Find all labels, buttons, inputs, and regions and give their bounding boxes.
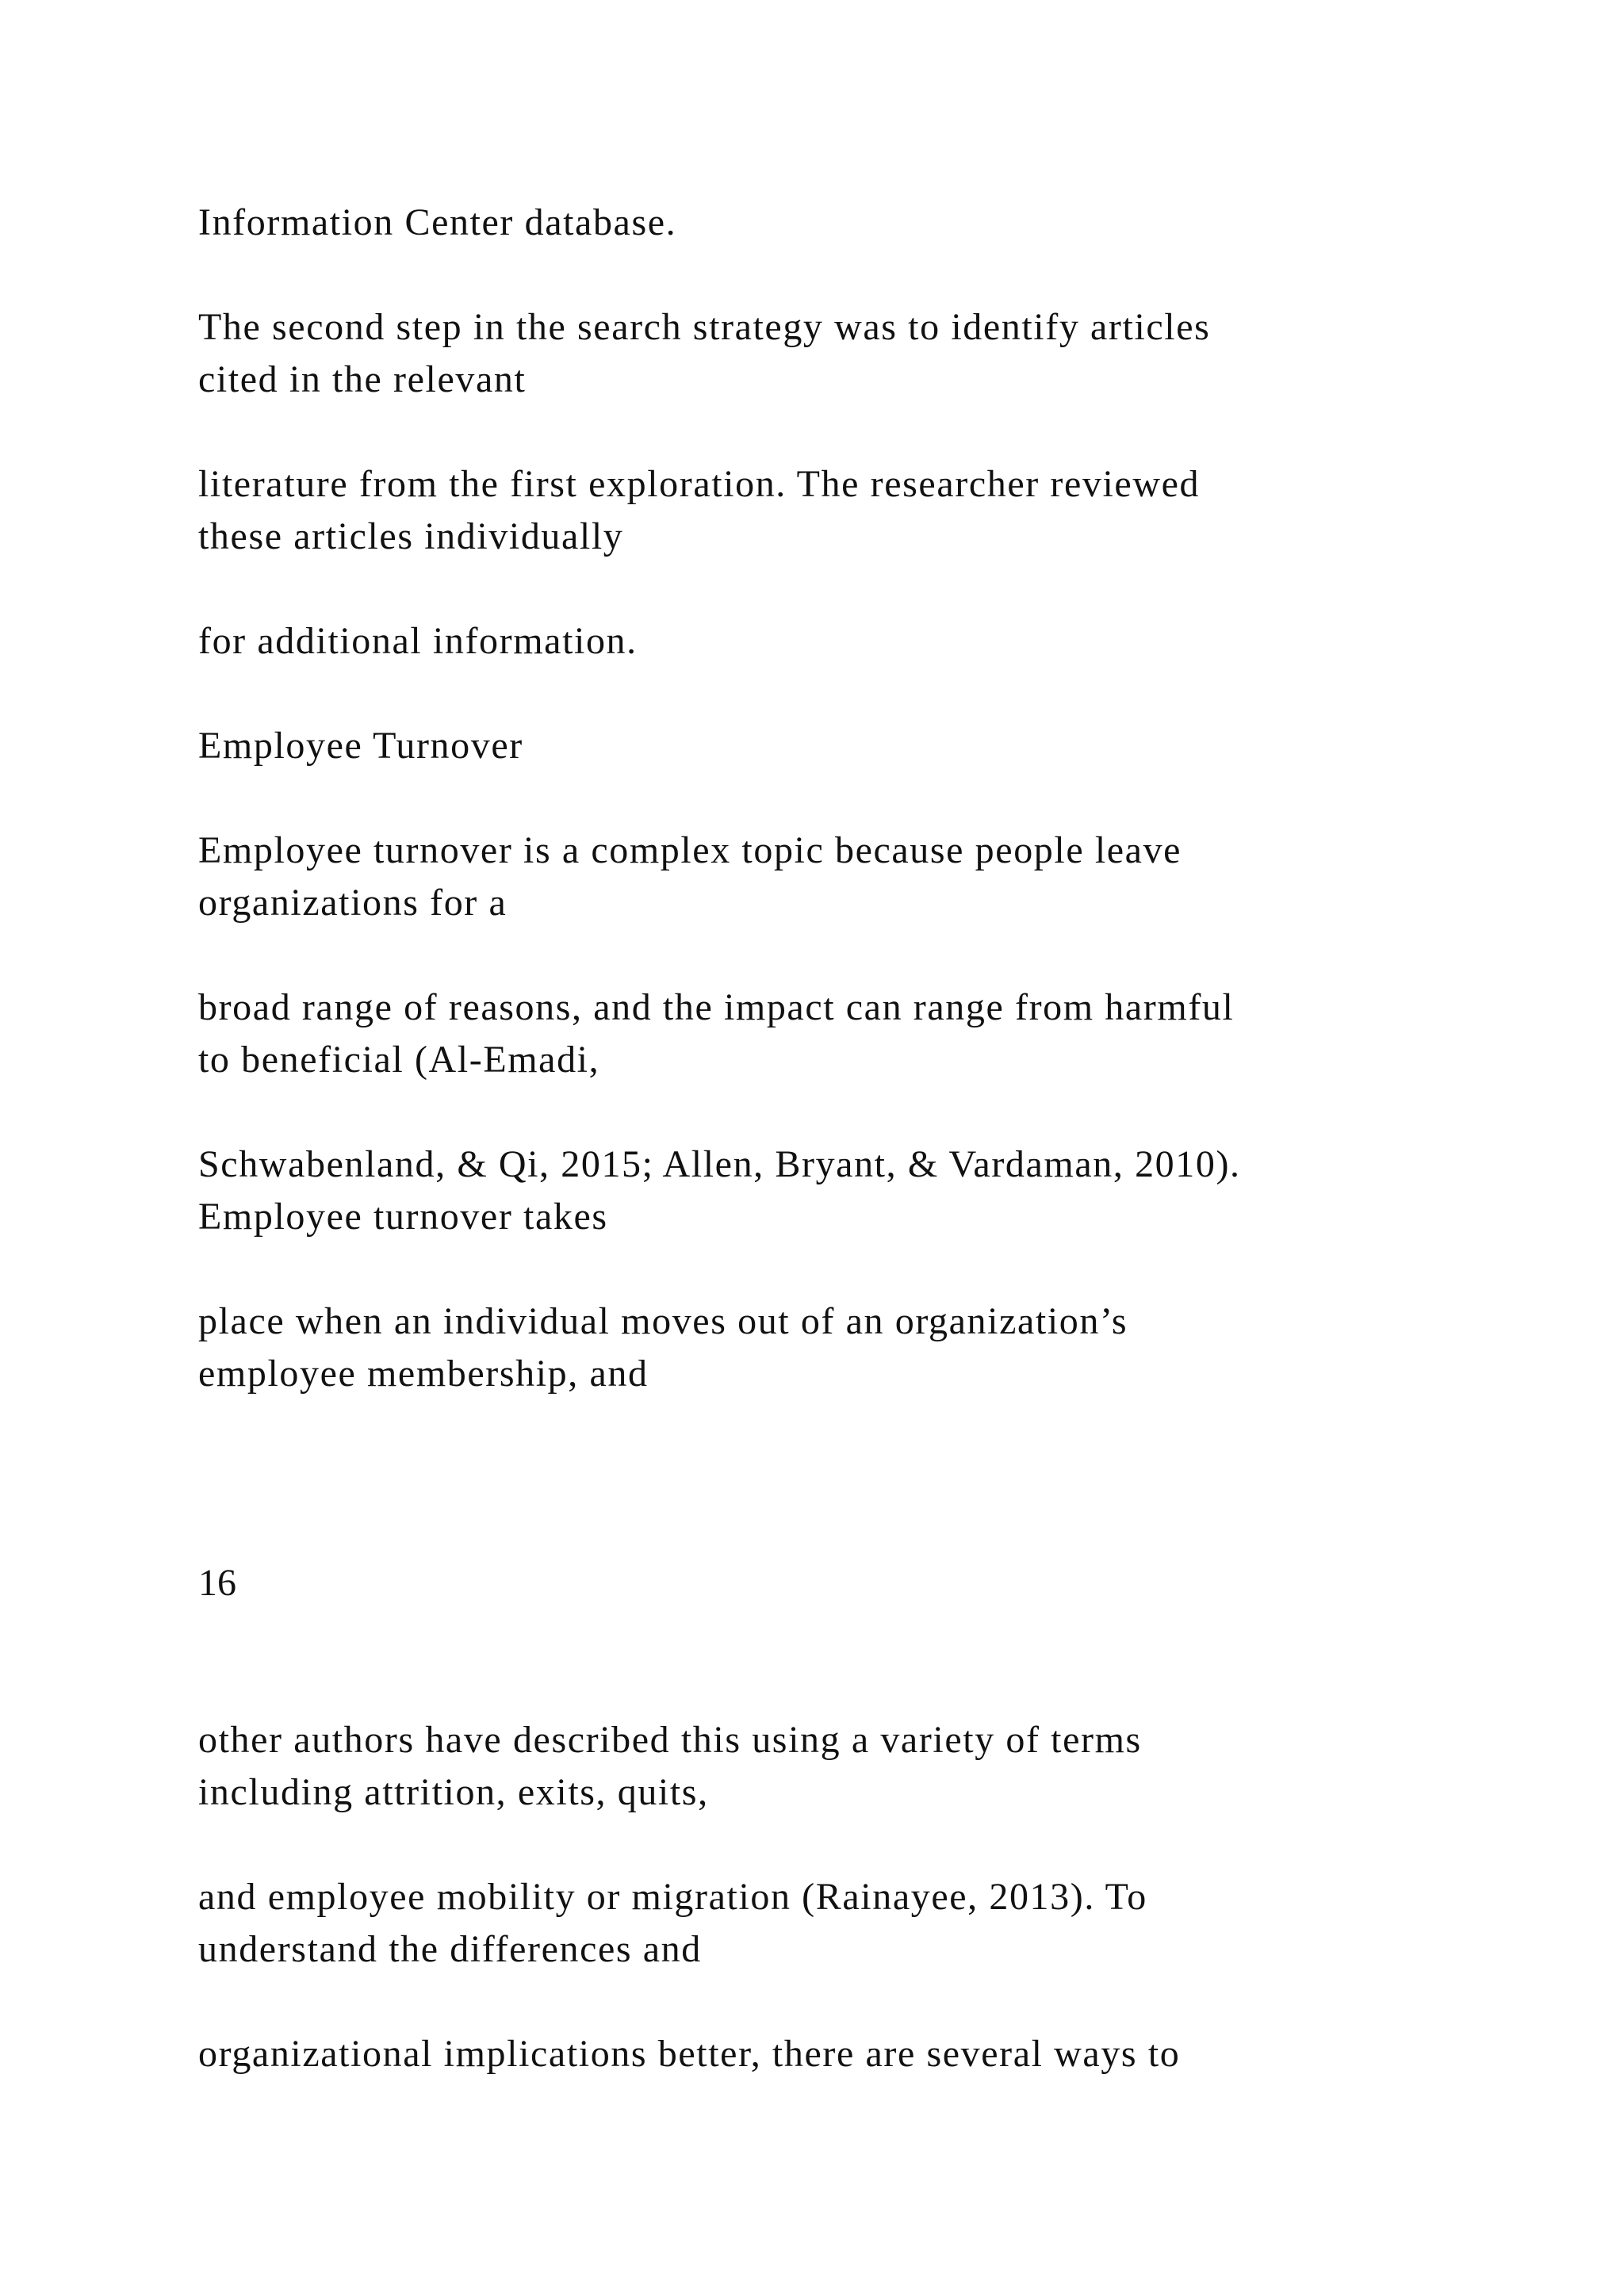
text-line: organizational implications better, there are several ways to: [198, 2033, 1181, 2075]
text-line: employee membership, and: [198, 1353, 649, 1395]
section-heading: Employee Turnover: [198, 725, 523, 767]
text-line: The second step in the search strategy was to identify articles: [198, 306, 1211, 348]
text-line: Information Center database.: [198, 201, 677, 243]
text-line: place when an individual moves out of an organization’s: [198, 1300, 1128, 1342]
text-line: cited in the relevant: [198, 358, 527, 400]
text-line: Schwabenland, & Qi, 2015; Allen, Bryant, & Vardaman, 2010).: [198, 1143, 1241, 1185]
text-line: literature from the first exploration. The researcher reviewed: [198, 463, 1201, 505]
text-line: these articles individually: [198, 515, 624, 557]
text-line: for additional information.: [198, 620, 638, 662]
text-line: to beneficial (Al-Emadi,: [198, 1039, 600, 1081]
text-line: and employee mobility or migration (Rainayee, 2013). To: [198, 1876, 1147, 1918]
text-line: including attrition, exits, quits,: [198, 1771, 709, 1813]
text-line: Employee turnover takes: [198, 1196, 608, 1238]
text-line: Employee turnover is a complex topic because people leave: [198, 829, 1182, 871]
text-line: understand the differences and: [198, 1928, 702, 1970]
text-line: other authors have described this using a variety of terms: [198, 1719, 1142, 1761]
page-number: 16: [198, 1562, 236, 1604]
text-line: broad range of reasons, and the impact can range from harmful: [198, 986, 1235, 1028]
text-line: organizations for a: [198, 882, 508, 924]
